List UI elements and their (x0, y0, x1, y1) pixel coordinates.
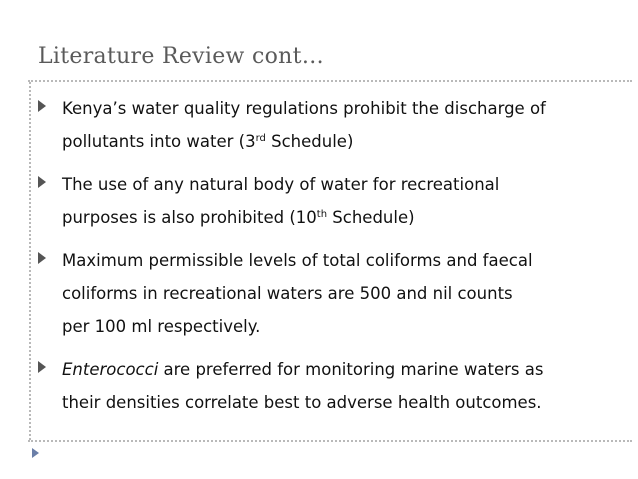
triangle-right-icon (38, 100, 46, 112)
bullet-line: coliforms in recreational waters are 500 and nil counts (62, 284, 513, 303)
bullet-item-3 (34, 244, 624, 343)
title-divider (28, 80, 632, 82)
ordinal-suffix: th (316, 209, 328, 220)
bullet-line: The use of any natural body of water for recreational (62, 175, 500, 194)
bullet-line: Enterococci are preferred for monitoring marine waters as (62, 360, 544, 379)
ordinal-suffix: rd (255, 133, 266, 144)
bullet-line: per 100 ml respectively. (62, 317, 261, 336)
bullet-item-1 (34, 92, 624, 158)
triangle-right-icon (38, 252, 46, 264)
bullet-line: their densities correlate best to adverse health outcomes. (62, 393, 542, 412)
triangle-right-icon (38, 361, 46, 373)
bullet-list (34, 92, 624, 429)
bullet-item-2 (34, 168, 624, 234)
bullet-line: purposes is also prohibited (10th Schedule) (62, 208, 415, 227)
footer-divider (28, 440, 632, 442)
bullet-line: Maximum permissible levels of total coliforms and faecal (62, 251, 533, 270)
bullet-line: pollutants into water (3rd Schedule) (62, 132, 354, 151)
bullet-item-4 (34, 353, 624, 419)
bullet-line: Kenya’s water quality regulations prohibit the discharge of (62, 99, 546, 118)
italic-term: Enterococci (62, 360, 159, 379)
left-divider (29, 82, 31, 440)
triangle-right-icon (38, 176, 46, 188)
slide-title: Literature Review cont… (38, 44, 325, 69)
triangle-right-icon (32, 448, 39, 458)
